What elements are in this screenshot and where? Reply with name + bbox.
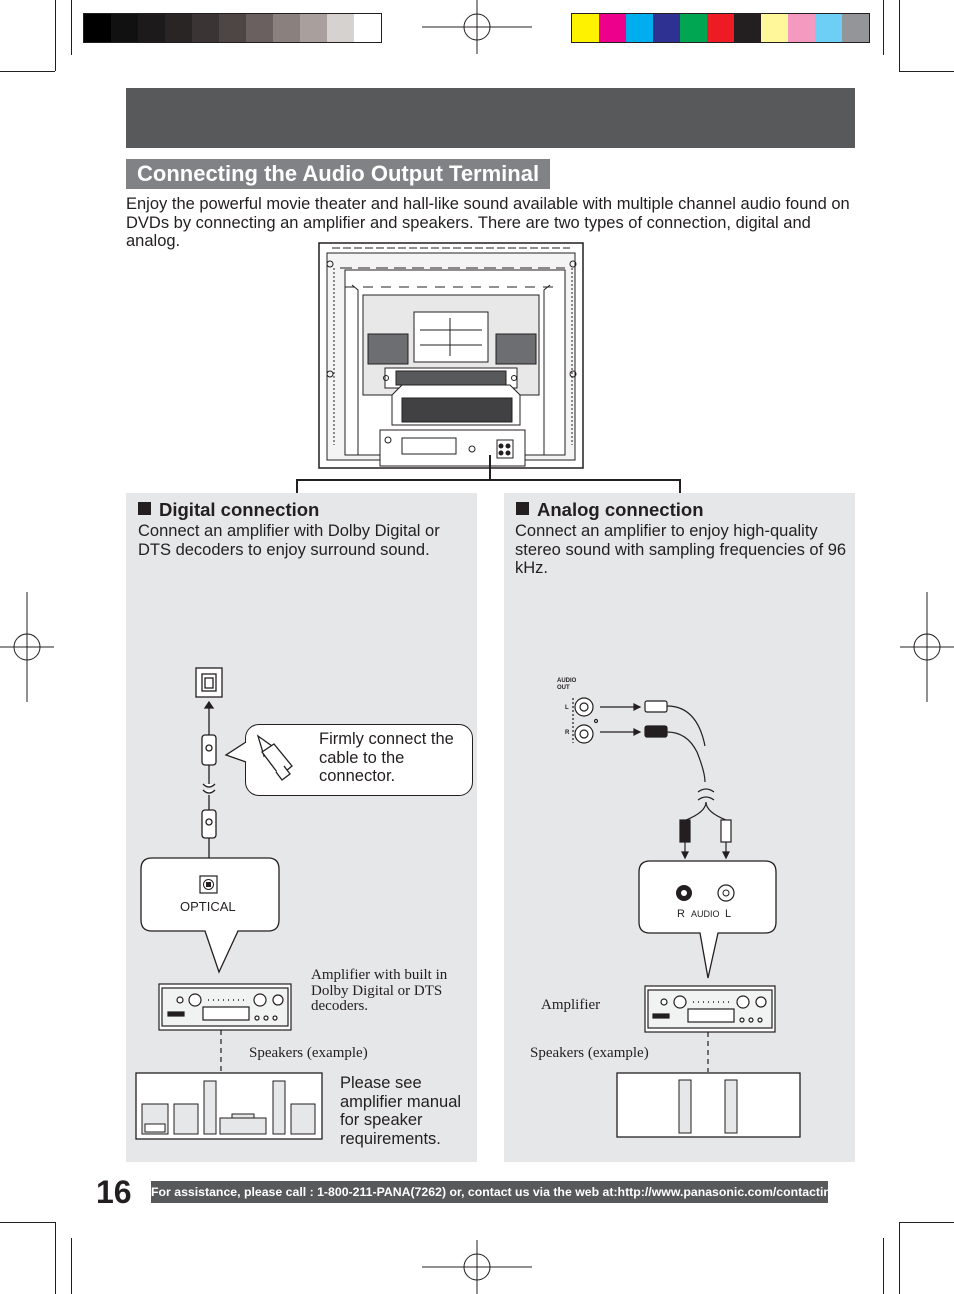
intro-paragraph: Enjoy the powerful movie theater and hall-like sound available with multiple channel audio found on DVDs by connecting an amplifier and speakers. There are two types of connection, digital and analog. [126,195,850,250]
jack-l-label: L [565,705,569,711]
analog-title-text: Analog connection [537,499,704,520]
speaker-requirement-note: Please see amplifier manual for speaker requirements. [340,1074,462,1148]
jack-r-label: R [565,730,570,736]
page-number: 16 [96,1174,132,1210]
amp-jack-r-label: R [677,908,685,920]
digital-title-text: Digital connection [159,499,320,520]
analog-speakers-label: Speakers (example) [530,1045,649,1061]
assistance-footer: For assistance, please call : 1-800-211-PANA(7262) or, contact us via the web at:http://www.panasonic.com/contactinfo [151,1181,828,1203]
optical-jack-label: OPTICAL [180,899,236,914]
section-title: Connecting the Audio Output Terminal [126,159,550,189]
digital-description: Connect an amplifier with Dolby Digital or DTS decoders to enjoy surround sound. [138,522,440,559]
digital-speakers-label: Speakers (example) [249,1045,368,1061]
audio-out-label: AUDIO OUT [557,678,577,691]
analog-description: Connect an amplifier to enjoy high-quality stereo sound with sampling frequencies of 96 kHz. [515,522,847,577]
callout-text: Firmly connect the cable to the connector. [319,730,454,785]
digital-amplifier-label: Amplifier with built in Dolby Digital or DTS decoders. [311,967,448,1014]
amp-jack-audio-label: AUDIO [691,909,720,919]
analog-amplifier-label: Amplifier [541,997,601,1013]
amp-jack-l-label: L [725,908,732,920]
